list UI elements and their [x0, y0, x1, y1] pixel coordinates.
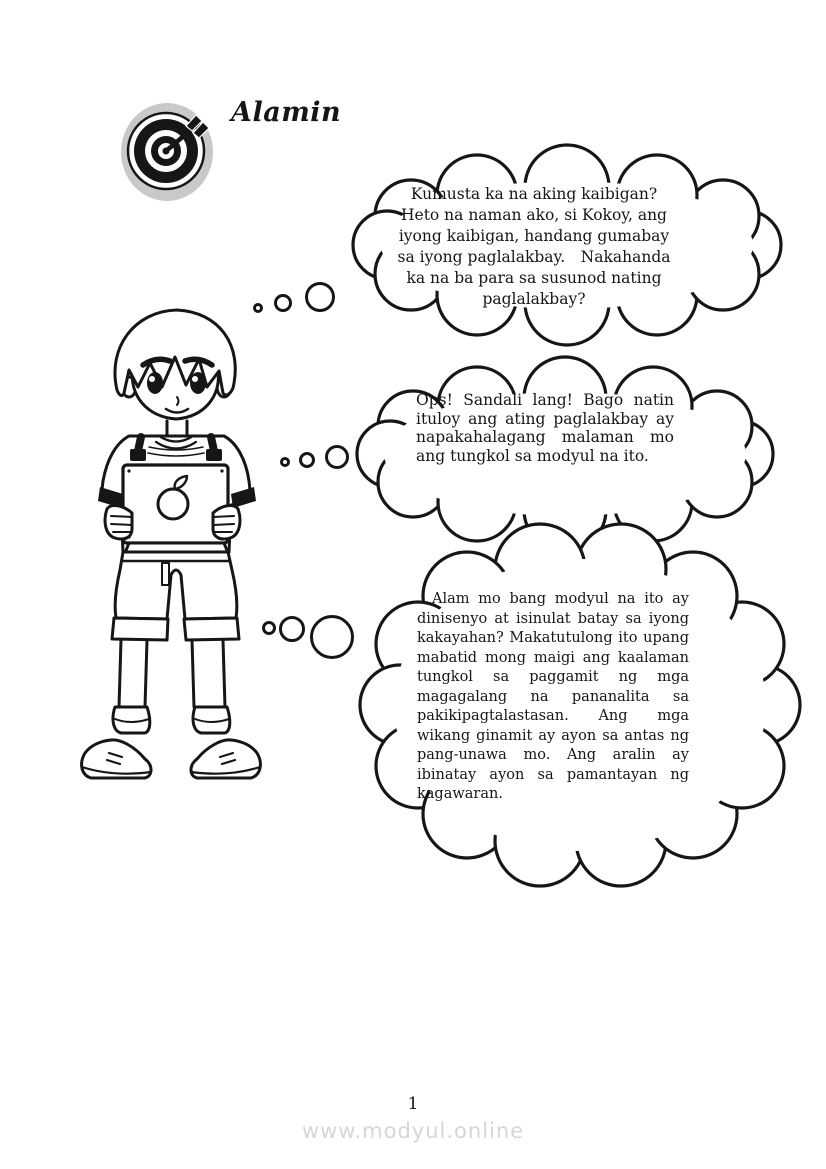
page-number: 1: [407, 1094, 419, 1114]
thought-trail-dot: [280, 457, 290, 467]
thought-trail-dot: [310, 615, 354, 659]
thought-trail-dot: [305, 282, 335, 312]
thought-trail-dot: [262, 621, 276, 635]
thought-trail-dot: [279, 616, 305, 642]
watermark: www.modyul.online: [301, 1119, 525, 1143]
bubble-text-3: Alam mo bang modyul na ito ay dinisenyo at isinulat batay sa iyong kakayahan? Makatutulong ito upang mabatid mong maigi ang kaalaman tungkol sa paggamit ng mga magagalang na pananalita sa pakikipagtalastasan. Ang mga wikang ginamit ay ayon sa antas ng pang-unawa mo. Ang aralin ay ibinatay ayon sa pamantayan ng kagawaran.: [417, 591, 689, 802]
thought-trail-dot: [325, 445, 349, 469]
thought-bubble-3: [348, 518, 813, 893]
thought-trail-dot: [253, 303, 263, 313]
bubble-text-2: Ops! Sandali lang! Bago natin ituloy ang ating paglalakbay ay napakahalagang malaman mo ang tungkol sa modyul na ito.: [416, 391, 674, 465]
target-bullseye-icon: [120, 102, 216, 202]
thought-trail-dot: [299, 452, 315, 468]
bubble-text-1: Kumusta ka na aking kaibigan? Heto na naman ako, si Kokoy, ang iyong kaibigan, handang gumabay sa iyong paglalakbay. Nakahanda ka na ba para sa susunod nating paglalakbay?: [397, 185, 671, 308]
thought-trail-dot: [274, 294, 292, 312]
section-title: Alamin: [231, 97, 342, 128]
boy-with-laptop-illustration: [65, 295, 265, 785]
thought-bubble-1: [338, 143, 793, 348]
